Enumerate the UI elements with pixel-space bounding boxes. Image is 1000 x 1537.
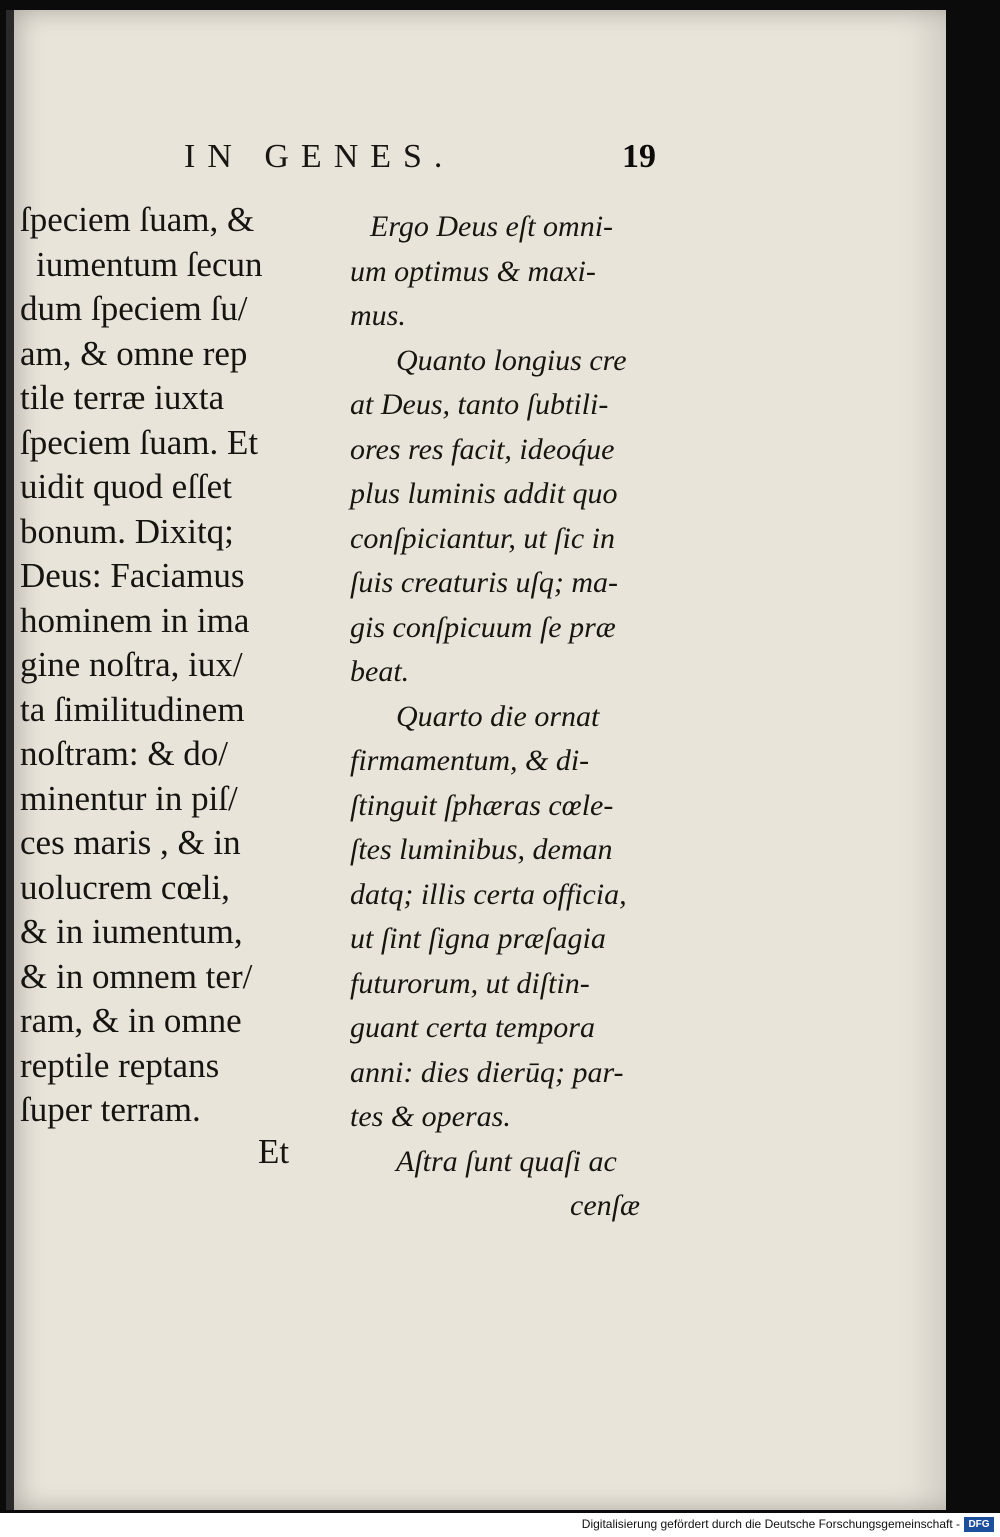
text-line: datq; illis certa officia,	[350, 877, 627, 911]
text-line: ut ſint ſigna præſagia	[350, 922, 606, 955]
text-line: & in omnem ter/	[20, 956, 253, 996]
dfg-logo: DFG	[964, 1517, 994, 1532]
text-line: Ergo Deus eſt omni-	[370, 210, 614, 243]
text-line: ſuis creaturis uſq; ma-	[350, 566, 619, 599]
text-line: minentur in piſ/	[20, 778, 238, 818]
catchword: cenſæ	[570, 1189, 640, 1222]
text-line: bonum. Dixitq;	[20, 511, 234, 551]
text-line: Aſtra ſunt quaſi ac	[396, 1144, 617, 1178]
text-line: ſpeciem ſuam, &	[20, 200, 255, 239]
text-line: Deus: Faciamus	[20, 556, 245, 595]
funding-credit: Digitalisierung gefördert durch die Deutsche Forschungsgemeinschaft -	[581, 1517, 960, 1531]
text-line: uidit quod eſſet	[20, 467, 232, 506]
text-line: ores res facit, ideoq́ue	[350, 432, 615, 466]
text-line: am, & omne rep	[20, 333, 248, 373]
text-line: ſuper terram.	[20, 1090, 201, 1129]
text-line: plus luminis addit quo	[350, 477, 618, 510]
scripture-column	[20, 198, 330, 1133]
text-line: uolucrem cœli,	[20, 867, 230, 907]
text-line: ta ſimilitudinem	[20, 689, 245, 729]
text-line: guant certa tempora	[350, 1011, 595, 1044]
text-line: noſtram: & do/	[20, 734, 229, 773]
text-line: hominem in ima	[20, 600, 250, 640]
text-line: gine noſtra, iux/	[20, 645, 243, 684]
text-line: ſpeciem ſuam. Et	[20, 422, 259, 462]
text-line: ram, & in omne	[20, 1001, 242, 1040]
text-line: iumentum ſecun	[36, 244, 263, 284]
text-line: beat.	[350, 655, 410, 688]
text-line: reptile reptans	[20, 1045, 220, 1085]
text-line: firmamentum, & di-	[350, 744, 590, 777]
text-line: at Deus, tanto ſubtili-	[350, 388, 609, 421]
text-line: Quanto longius cre	[396, 343, 627, 377]
page-number: 19	[622, 138, 656, 175]
text-line: futurorum, ut diſtin-	[350, 966, 590, 1000]
text-line: anni: dies dierūq; par-	[350, 1055, 624, 1089]
catchword: Et	[258, 1132, 290, 1171]
text-line: mus.	[350, 299, 406, 332]
text-line: dum ſpeciem ſu/	[20, 289, 248, 328]
text-line: conſpiciantur, ut ſic in	[350, 521, 615, 555]
footer-bar	[0, 1513, 1000, 1537]
text-line: ſtinguit ſphæras cœle-	[350, 788, 614, 822]
commentary-column	[350, 205, 670, 1229]
text-line: ſtes luminibus, deman	[350, 833, 613, 866]
text-line: ces maris , & in	[20, 823, 241, 862]
text-line: gis conſpicuum ſe præ	[350, 610, 616, 644]
text-line: tile terræ iuxta	[20, 378, 225, 417]
text-line: tes & operas.	[350, 1100, 511, 1133]
gutter-shadow	[6, 10, 14, 1510]
text-line: Quarto die ornat	[396, 699, 600, 733]
text-line: & in iumentum,	[20, 912, 243, 951]
text-line: um optimus & maxi-	[350, 254, 596, 288]
running-head: IN GENES.	[184, 138, 455, 175]
